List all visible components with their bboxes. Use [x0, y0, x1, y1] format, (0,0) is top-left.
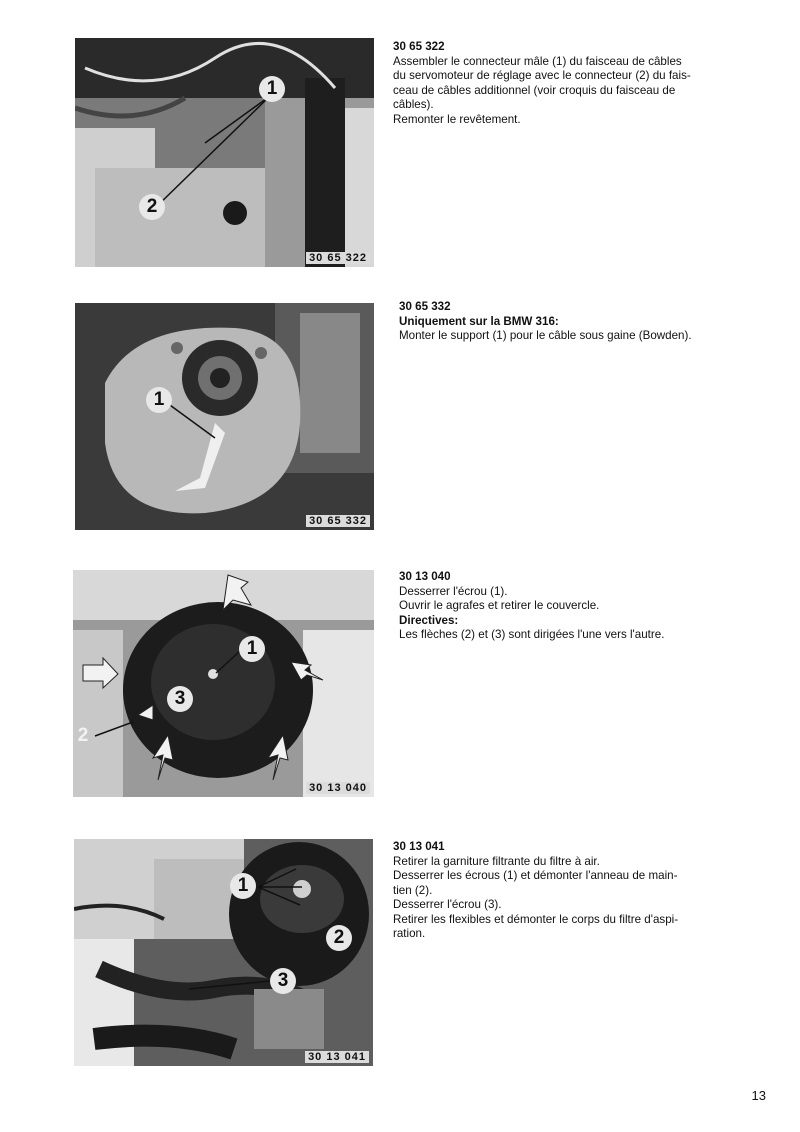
photo-code: 30 13 040 — [306, 782, 370, 794]
step-line: Assembler le connecteur mâle (1) du faisceau de câbles — [393, 54, 682, 68]
photo-image — [75, 303, 374, 530]
step-code: 30 65 322 — [393, 40, 445, 53]
callout-2: 2 — [139, 194, 165, 220]
step-text — [399, 570, 729, 643]
step-heading: Uniquement sur la BMW 316: — [399, 314, 559, 328]
step-line: Desserrer l'écrou (3). — [393, 898, 502, 911]
callout-2: 2 — [326, 925, 352, 951]
photo-code: 30 65 332 — [306, 515, 370, 527]
step-line: ration. — [393, 927, 426, 940]
step-line: tien (2). — [393, 883, 433, 897]
step-code: 30 65 332 — [399, 300, 451, 313]
step-line: Monter le support (1) pour le câble sous gaine (Bowden). — [399, 329, 692, 342]
photo-image — [74, 839, 373, 1066]
photo-code: 30 65 322 — [306, 252, 370, 264]
step-line: Retirer les flexibles et démonter le corps du filtre d'aspi- — [393, 912, 679, 926]
step-line: Desserrer l'écrou (1). — [399, 584, 508, 598]
step-line: Remonter le revêtement. — [393, 112, 521, 126]
photo-strut-tower — [75, 303, 374, 530]
photo-engine-connector — [75, 38, 374, 267]
callout-1: 1 — [146, 387, 172, 413]
photo-air-filter-housing — [74, 839, 373, 1066]
step-line: Ouvrir le agrafes et retirer le couvercle. — [399, 599, 600, 612]
step-line: Desserrer les écrous (1) et démonter l'anneau de main- — [393, 869, 678, 882]
callout-3: 3 — [167, 686, 193, 712]
callout-1: 1 — [259, 76, 285, 102]
callout-1: 1 — [230, 873, 256, 899]
photo-image — [73, 570, 374, 797]
page-number: 13 — [751, 1088, 766, 1103]
step-text — [393, 40, 723, 127]
callout-1: 1 — [239, 636, 265, 662]
photo-code: 30 13 041 — [305, 1051, 369, 1063]
step-code: 30 13 040 — [399, 570, 451, 583]
step-line: Les flèches (2) et (3) sont dirigées l'une vers l'autre. — [399, 628, 665, 641]
callout-2: 2 — [77, 725, 89, 746]
photo-air-filter-cover — [73, 570, 374, 797]
step-text — [393, 840, 723, 942]
callout-3: 3 — [270, 968, 296, 994]
photo-image — [75, 38, 374, 267]
step-line: ceau de câbles additionnel (voir croquis du faisceau de — [393, 83, 676, 97]
step-line: câbles). — [393, 98, 434, 111]
step-heading: Directives: — [399, 613, 459, 627]
step-line: Retirer la garniture filtrante du filtre à air. — [393, 854, 600, 868]
step-line: du servomoteur de réglage avec le connecteur (2) du fais- — [393, 69, 691, 82]
step-text — [399, 300, 729, 344]
step-code: 30 13 041 — [393, 840, 445, 853]
